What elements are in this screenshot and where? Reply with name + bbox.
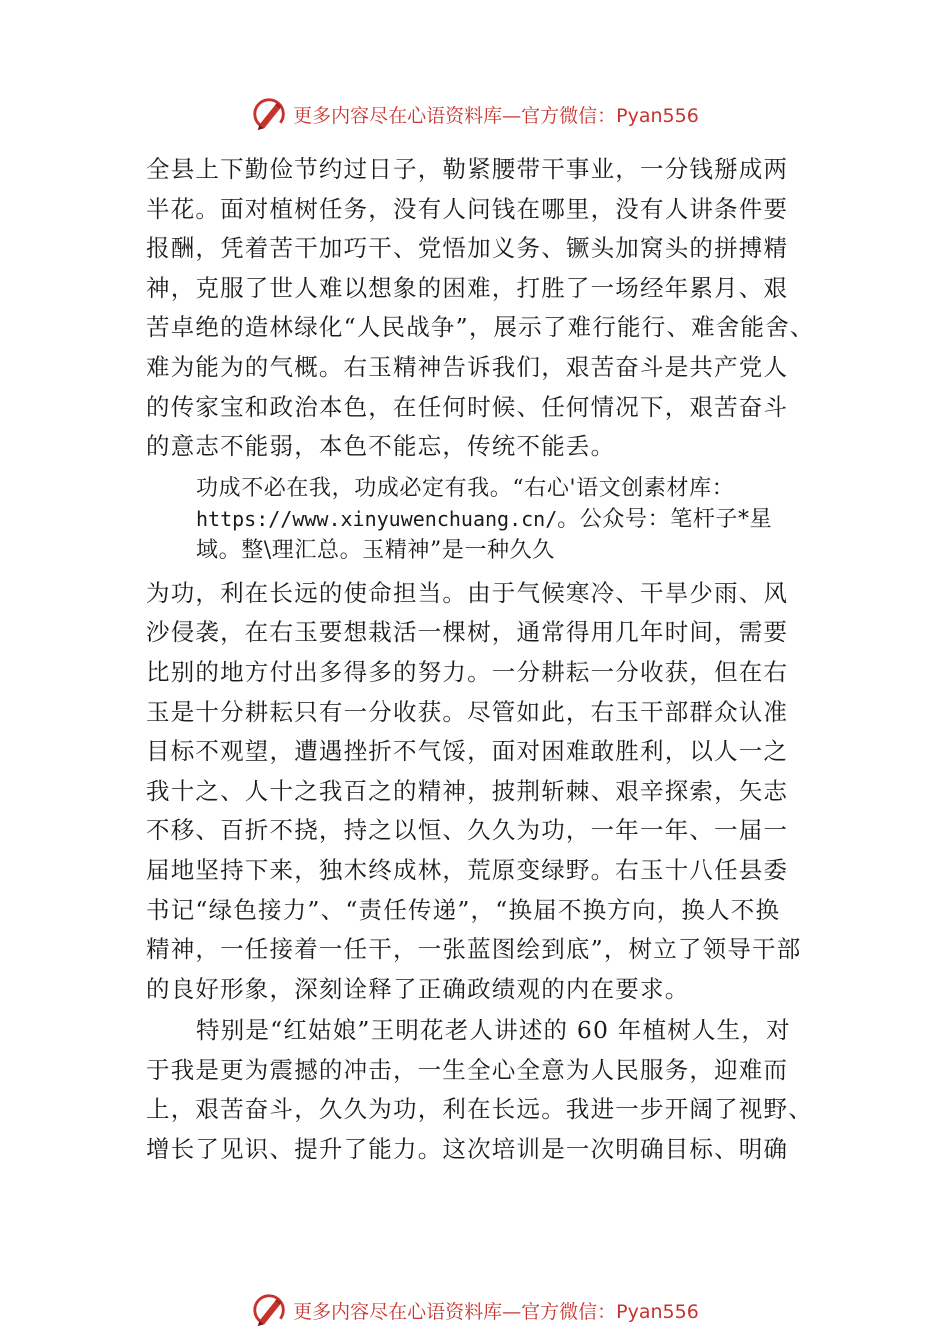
text-line: 我十之、人十之我百之的精神，披荆斩棘、艰辛探索，矢志 <box>146 776 789 805</box>
text-line: 全县上下勤俭节约过日子，勒紧腰带干事业，一分钱掰成两 <box>146 155 789 183</box>
inserted-watermark-text <box>146 473 816 566</box>
text-line: 届地坚持下来，独木终成林，荒原变绿野。右玉十八任县委 <box>146 855 789 884</box>
text-line: 域。整\理汇总。玉精神”是一种久久 <box>196 537 555 563</box>
text-line: 的传家宝和政治本色，在任何时候、任何情况下，艰苦奋斗 <box>146 392 789 421</box>
text-line: 为功，利在长远的使命担当。由于气候寒冷、干旱少雨、风 <box>146 578 789 607</box>
paragraph-2 <box>146 574 816 1010</box>
text-line: 上，艰苦奋斗，久久为功，利在长远。我进一步开阔了视野、 <box>146 1095 813 1124</box>
paragraph-1 <box>146 150 816 467</box>
text-line: 半花。面对植树任务，没有人问钱在哪里，没有人讲条件要 <box>146 194 789 223</box>
footer-text: 更多内容尽在心语资料库—官方微信：Pyan556 <box>293 1300 699 1323</box>
text-line: 增长了见识、提升了能力。这次培训是一次明确目标、明确 <box>146 1135 789 1164</box>
text-line: 目标不观望，遭遇挫折不气馁，面对困难敢胜利，以人一之 <box>146 737 789 766</box>
text-line: 神，克服了世人难以想象的困难，打胜了一场经年累月、艰 <box>146 273 789 302</box>
text-line: 功成不必在我，功成必定有我。“右心'语文创素材库： <box>196 475 735 501</box>
text-line: 难为能为的气概。右玉精神告诉我们，艰苦奋斗是共产党人 <box>146 352 789 381</box>
text-line: 于我是更为震撼的冲击，一生全心全意为人民服务，迎难而 <box>146 1055 789 1084</box>
text-line: 书记“绿色接力”、“责任传递”，“换届不换方向，换人不换 <box>146 895 781 924</box>
text-line: 特别是“红姑娘”王明花老人讲述的 60 年植树人生，对 <box>196 1016 791 1045</box>
document-body <box>146 150 816 1170</box>
text-line: 的意志不能弱，本色不能忘，传统不能丢。 <box>146 432 616 461</box>
text-line: https://www.xinyuwenchuang.cn/。公众号：笔杆子*星 <box>196 506 773 532</box>
pen-logo-icon <box>251 1291 289 1329</box>
text-line: 苦卓绝的造林绿化“人民战争”，展示了难行能行、难舍能舍、 <box>146 313 815 342</box>
header-banner <box>0 94 950 134</box>
text-line: 的良好形象，深刻诠释了正确政绩观的内在要求。 <box>146 974 690 1003</box>
text-line: 不移、百折不挠，持之以恒、久久为功，一年一年、一届一 <box>146 816 789 845</box>
text-line: 精神，一任接着一任干，一张蓝图绘到底”，树立了领导干部 <box>146 935 802 964</box>
text-line: 比别的地方付出多得多的努力。一分耕耘一分收获，但在右 <box>146 657 789 686</box>
text-line: 玉是十分耕耘只有一分收获。尽管如此，右玉干部群众认准 <box>146 697 789 726</box>
text-line: 报酬，凭着苦干加巧干、党悟加义务、镢头加窝头的拼搏精 <box>146 234 789 263</box>
header-text: 更多内容尽在心语资料库—官方微信：Pyan556 <box>293 104 699 127</box>
paragraph-3 <box>146 1011 816 1169</box>
website-url[interactable]: https://www.xinyuwenchuang.cn/ <box>196 506 558 531</box>
pen-logo-icon <box>251 95 289 133</box>
text-line: 沙侵袭，在右玉要想栽活一棵树，通常得用几年时间，需要 <box>146 618 789 647</box>
footer-banner <box>0 1290 950 1330</box>
